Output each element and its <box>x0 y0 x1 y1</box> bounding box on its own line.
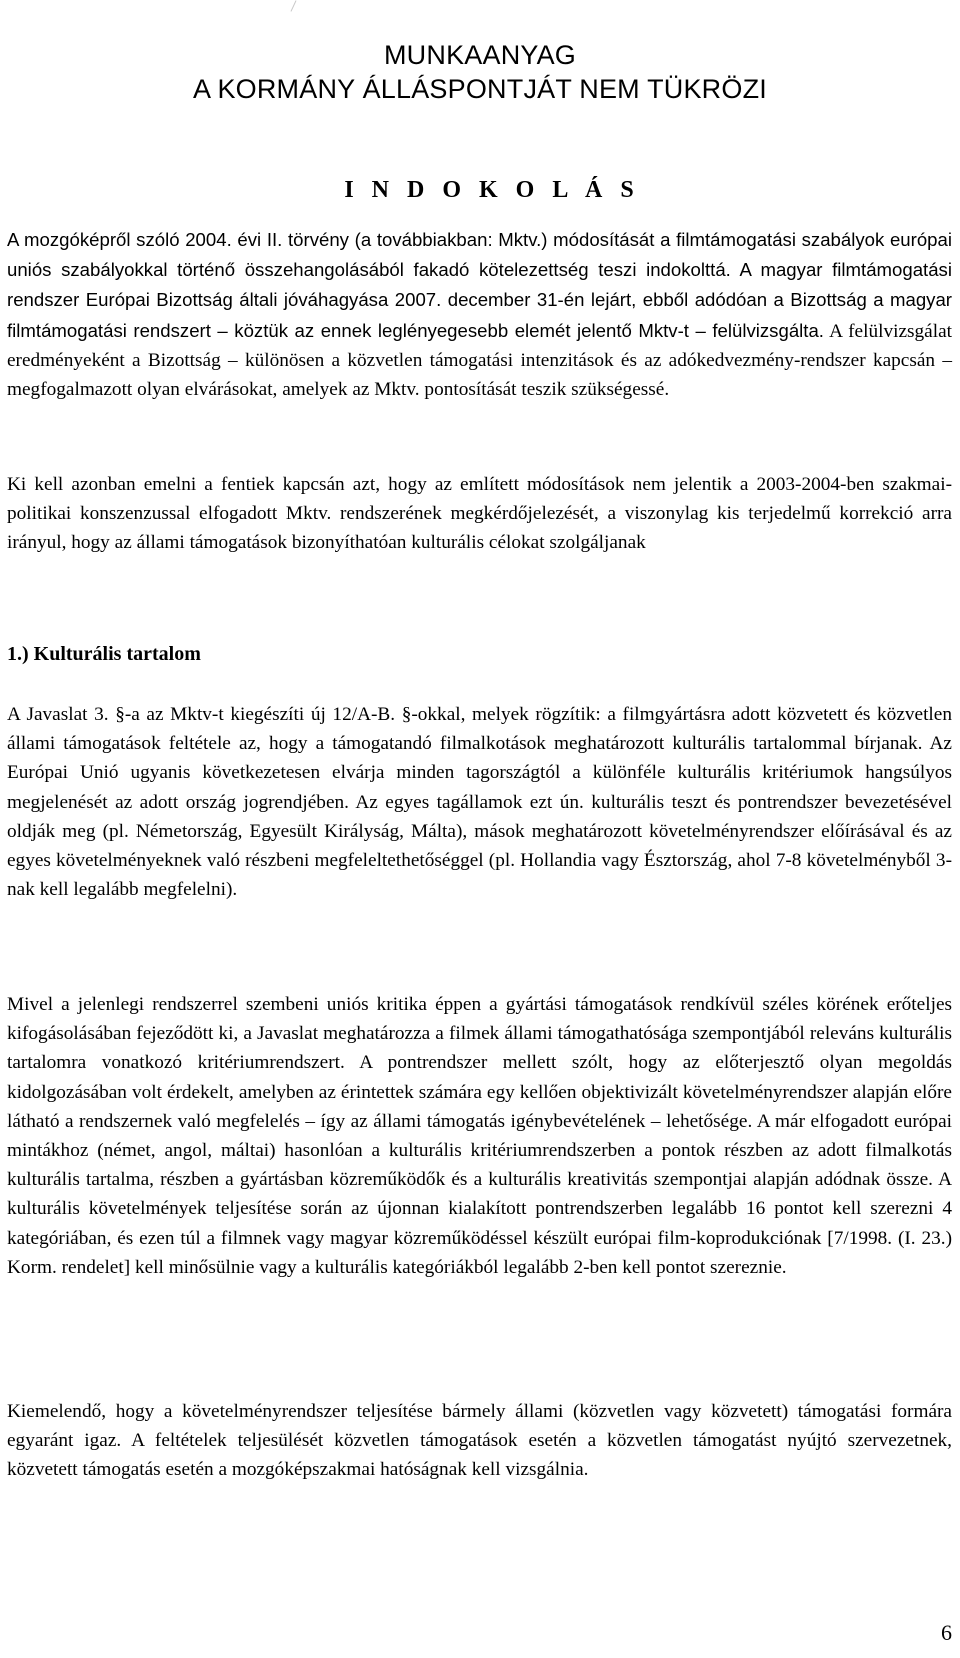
section-heading-1: 1.) Kulturális tartalom <box>7 643 201 665</box>
page-number: 6 <box>941 1620 952 1645</box>
paragraph-2: Ki kell azonban emelni a fentiek kapcsán azt, hogy az említett módosítások nem jelentik a 2003-2004-ben szakmai-politikai konszenzussal elfogadott Mktv. rendszerének megkérdőjelezését, a viszonylag kis terjedelmű korrekció arra irányul, hogy az állami támogatások bizonyíthatóan kulturális célokat szolgáljanak <box>7 474 952 554</box>
document-title: I N D O K O L Á S <box>344 177 640 203</box>
draft-header <box>0 38 960 106</box>
paragraph-5: Kiemelendő, hogy a követelményrendszer teljesítése bármely állami (közvetlen vagy közvetett) támogatási formára egyaránt igaz. A feltételek teljesülését közvetlen támogatások esetén a közvetlen támogatást nyújtó szervezetnek, közvetett támogatás esetén a mozgóképszakmai hatóságnak kell vizsgálnia. <box>7 1401 952 1481</box>
paragraph-4: Mivel a jelenlegi rendszerrel szembeni uniós kritika éppen a gyártási támogatások rendkívül széles körének erőteljes kifogásolásában fejeződött ki, a Javaslat meghatározza a filmek állami támogathatósága szempontjából releváns kulturális tartalomra vonatkozó kritériumrendszert. A pontrendszer mellett szólt, hogy az előterjesztő olyan megoldás kidolgozásában volt érdekelt, amelyben az érintettek számára egy kellően objektivizált követelményrendszer alapján előre látható a rendszernek való megfelelés – így az állami támogatás igénybevételének – lehetősége. A már elfogadott európai mintákhoz (német, angol, máltai) hasonlóan a kulturális kritériumrendszerben a pontok részben az adott filmalkotás kulturális tartalma, részben a gyártásban közreműködők és a kulturális kreativitás szempontjai alapján adódnak össze. A kulturális követelmények teljesítése során az újonnan kialakított pontrendszerben legalább 16 pontot kell szerezni 4 kategóriában, és ezen túl a filmnek vagy magyar közreműködéssel készült európai film-koprodukciónak [7/1998. (I. 23.) Korm. rendelet] kell minősülnie vagy a kulturális kategóriákból legalább 2-ben kell pontot szereznie. <box>7 994 952 1278</box>
scan-mark <box>291 0 297 11</box>
paragraph-3: A Javaslat 3. §-a az Mktv-t kiegészíti új 12/A-B. §-okkal, melyek rögzítik: a filmgyártásra adott közvetett és közvetlen állami támogatások feltétele az, hogy a támogatandó filmalkotások meghatározott kulturális tartalommal bírjanak. Az Európai Unió ugyanis következetesen elvárja minden tagországtól a különféle kulturális kritériumok hangsúlyos megjelenését az adott ország jogrendjében. Az egyes tagállamok ezt ún. kulturális teszt és pontrendszer bevezetésével oldják meg (pl. Németország, Egyesült Királyság, Málta), mások meghatározott követelményrendszer előírásával és az egyes követelményeknek való részbeni megfeleltethetőséggel (pl. Hollandia vagy Észtország, ahol 7-8 követelményből 3-nak kell legalább megfelelni). <box>7 704 952 901</box>
paragraph-1-part-2: december 31-én lejárt, ebből adódóan a Bizottság a magyar filmtámogatási rendszert – köztük az ennek leglényegesebb elemét jelentő Mktv-t – felülvizsgálta. <box>7 289 953 341</box>
paragraph-1-part-1: A mozgóképről szóló 2004. évi II. törvény (a továbbiakban: Mktv.) módosítását a filmtámogatási szabályok európai uniós szabályokkal történő összehangolásából fakadó kötelezettség teszi indokolttá. A magyar filmtámogatási rendszer Európai Bizottság általi jóváhagyása 2007. <box>7 229 952 311</box>
header-line-1: MUNKAANYAG <box>383 40 577 70</box>
header-line-2: A KORMÁNY ÁLLÁSPONTJÁT NEM TÜKRÖZI <box>193 74 767 104</box>
paragraph-1 <box>7 225 952 404</box>
paragraph-1-part-3: A felülvizsgálat eredményeként a Bizottság – különösen a közvetlen támogatási intenzitások és az adókedvezmény-rendszer kapcsán – megfogalmazott olyan elvárásokat, amelyek az Mktv. pontosítását teszik szükségessé. <box>7 320 952 401</box>
